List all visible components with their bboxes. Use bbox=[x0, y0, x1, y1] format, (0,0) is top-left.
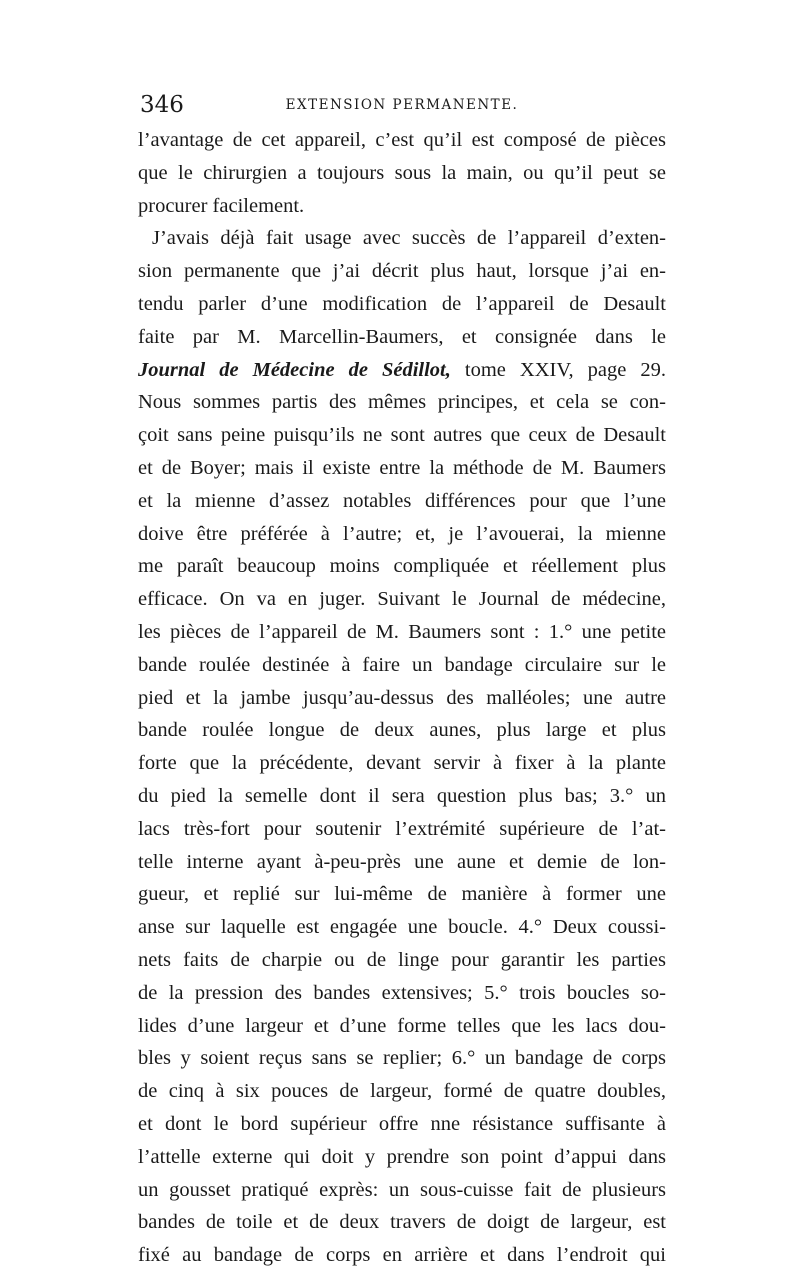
text-line: et la mienne d’assez notables différences pour que l’une bbox=[138, 489, 666, 512]
text-line: faite par M. Marcellin-Baumers, et consignée dans le bbox=[138, 325, 666, 348]
text-line: bles y soient reçus sans se replier; 6.° un bandage de corps bbox=[138, 1047, 666, 1070]
running-title: EXTENSION PERMANENTE. bbox=[285, 97, 519, 113]
text-line-journal bbox=[138, 354, 666, 387]
text-line: forte que la précédente, devant servir à fixer à la plante bbox=[138, 752, 666, 775]
body-text bbox=[138, 124, 666, 1272]
book-page bbox=[138, 90, 666, 1272]
text-line: bande roulée destinée à faire un bandage circulaire sur le bbox=[138, 653, 666, 676]
text-line: de cinq à six pouces de largeur, formé de quatre doubles, bbox=[138, 1080, 666, 1103]
text-line: et dont le bord supérieur offre nne résistance suffisante à bbox=[138, 1112, 666, 1135]
text-line: anse sur laquelle est engagée une boucle. 4.° Deux coussi- bbox=[138, 916, 666, 939]
text-line: lides d’une largeur et d’une forme telles que les lacs dou- bbox=[138, 1014, 666, 1037]
text-line: doive être préférée à l’autre; et, je l’avouerai, la mienne bbox=[138, 522, 666, 545]
text-line: nets faits de charpie ou de linge pour garantir les parties bbox=[138, 948, 666, 971]
text-line: l’avantage de cet appareil, c’est qu’il est composé de pièces bbox=[138, 129, 666, 151]
text-line: l’attelle externe qui doit y prendre son point d’appui dans bbox=[138, 1145, 666, 1168]
text-line: que le chirurgien a toujours sous la main, ou qu’il peut se bbox=[138, 161, 666, 184]
text-line: J’avais déjà fait usage avec succès de l’appareil d’exten- bbox=[152, 227, 666, 250]
page-number: 346 bbox=[140, 92, 184, 118]
text-line: tendu parler d’une modification de l’appareil de Desault bbox=[138, 292, 666, 315]
text-line: lacs très-fort pour soutenir l’extrémité supérieure de l’at- bbox=[138, 817, 666, 840]
journal-title: Journal de Médecine de Sédillot, bbox=[138, 358, 451, 381]
text-line: telle interne ayant à-peu-près une aune et demie de lon- bbox=[138, 850, 666, 873]
text-line: me paraît beaucoup moins compliquée et réellement plus bbox=[138, 555, 666, 578]
text-line: pied et la jambe jusqu’au-dessus des malléoles; une autre bbox=[138, 686, 666, 709]
text-line: çoit sans peine puisqu’ils ne sont autres que ceux de Desault bbox=[138, 424, 666, 447]
text-line: efficace. On va en juger. Suivant le Journal de médecine, bbox=[138, 588, 666, 611]
text-line: un gousset pratiqué exprès: un sous-cuisse fait de plusieurs bbox=[138, 1178, 666, 1201]
text-line: et de Boyer; mais il existe entre la méthode de M. Baumers bbox=[138, 456, 666, 479]
text-line: du pied la semelle dont il sera question plus bas; 3.° un bbox=[138, 784, 666, 807]
text-line: les pièces de l’appareil de M. Baumers sont : 1.° une petite bbox=[138, 620, 666, 643]
text-line: Nous sommes partis des mêmes principes, et cela se con- bbox=[138, 391, 666, 414]
text-line: bande roulée longue de deux aunes, plus large et plus bbox=[138, 719, 666, 742]
text-line: de la pression des bandes extensives; 5.° trois boucles so- bbox=[138, 981, 666, 1004]
text-line: sion permanente que j’ai décrit plus haut, lorsque j’ai en- bbox=[138, 260, 666, 283]
text-line: gueur, et replié sur lui-même de manière à former une bbox=[138, 883, 666, 906]
text-line: bandes de toile et de deux travers de doigt de largeur, est bbox=[138, 1211, 666, 1234]
running-head bbox=[138, 90, 666, 124]
journal-reference: tome XXIV, page 29. bbox=[450, 358, 666, 381]
text-line: fixé au bandage de corps en arrière et dans l’endroit qui bbox=[138, 1244, 666, 1267]
text-line: procurer facilement. bbox=[138, 194, 305, 217]
